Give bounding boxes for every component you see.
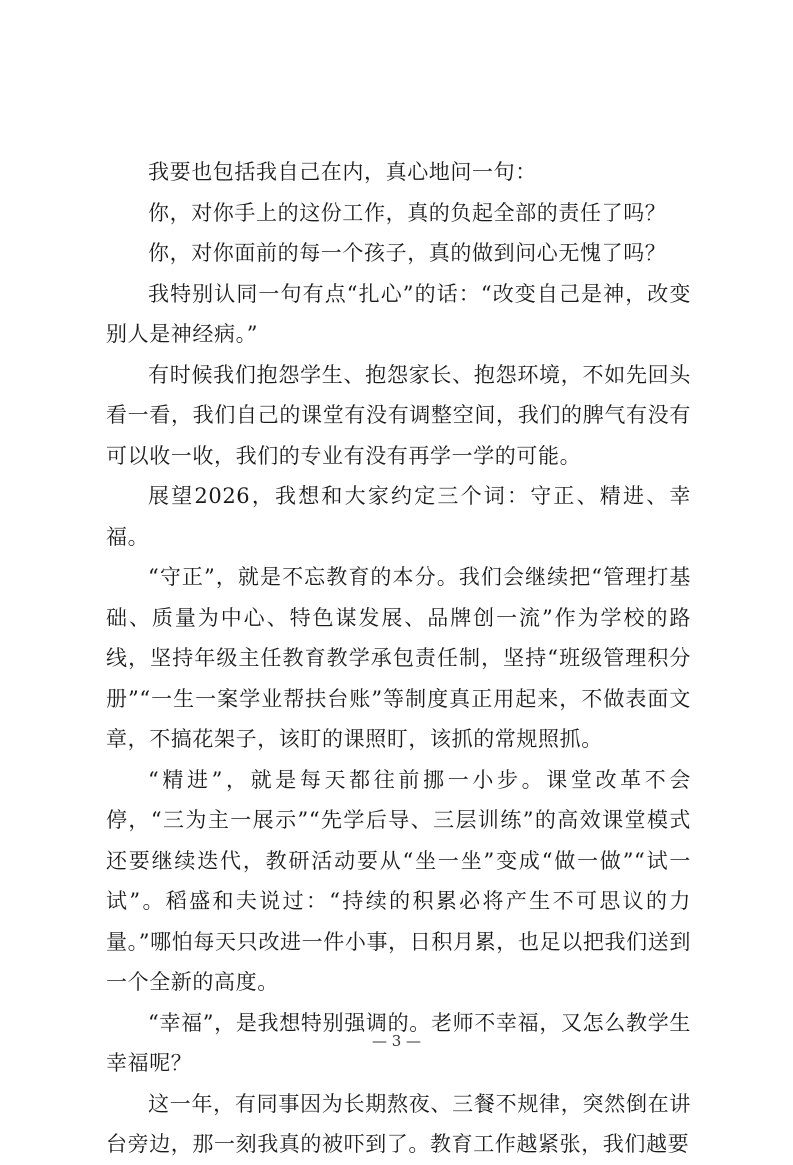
document-body (106, 152, 691, 1165)
paragraph: “幸福”，是我想特别强调的。老师不幸福，又怎么教学生幸福呢？ (106, 1010, 691, 1075)
paragraph: 我要也包括我自己在内，真心地问一句： (148, 160, 537, 184)
paragraph: 有时候我们抱怨学生、抱怨家长、抱怨环境，不如先回头看一看，我们自己的课堂有没有调整空间，我们的脾气有没有可以收一收，我们的专业有没有再学一学的可能。 (106, 362, 691, 468)
paragraph: “守正”，就是不忘教育的本分。我们会继续把“管理打基础、质量为中心、特色谋发展、品牌创一流”作为学校的路线，坚持年级主任教育教学承包责任制，坚持“班级管理积分册”“一生一案学业帮扶台账”等制度真正用起来，不做表面文章，不搞花架子，该盯的课照盯，该抓的常规照抓。 (106, 565, 691, 751)
paragraph: 我特别认同一句有点“扎心”的话：“改变自己是神，改变别人是神经病。” (106, 281, 691, 346)
paragraph: 展望2026，我想和大家约定三个词：守正、精进、幸福。 (106, 484, 691, 549)
paragraph: “精进”，就是每天都往前挪一小步。课堂改革不会停，“三为主一展示”“先学后导、三层训练”的高效课堂模式还要继续迭代，教研活动要从“坐一坐”变成“做一做”“试一试”。稻盛和夫说过：“持续的积累必将产生不可思议的力量。”哪怕每天只改进一件小事，日积月累，也足以把我们送到一个全新的高度。 (106, 767, 691, 994)
paragraph: 你，对你手上的这份工作，真的负起全部的责任了吗？ (148, 200, 667, 225)
paragraph: 你，对你面前的每一个孩子，真的做到问心无愧了吗？ (148, 241, 667, 265)
page-number: — 3 — (371, 1032, 422, 1050)
paragraph: 这一年，有同事因为长期熬夜、三餐不规律，突然倒在讲台旁边，那一刻我真的被吓到了。教育工作越紧张，我们越要 (106, 1091, 691, 1156)
